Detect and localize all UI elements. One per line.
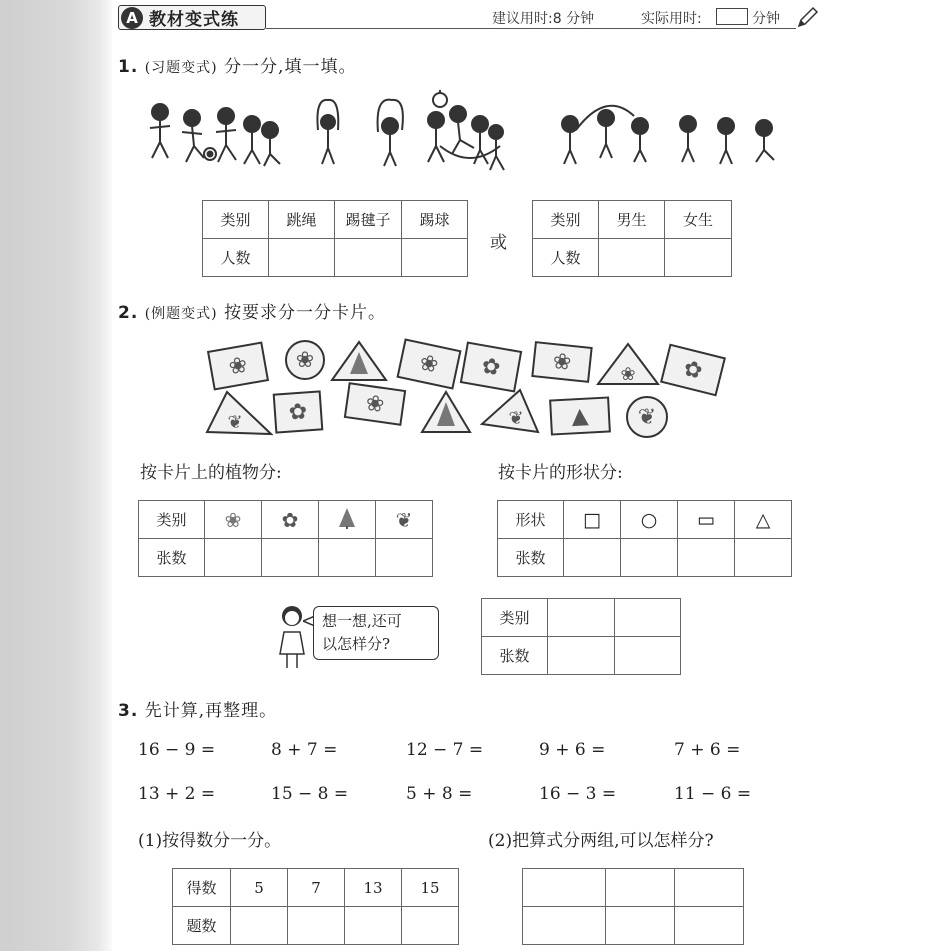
card-circle-willow <box>626 396 668 438</box>
willow-tree-icon: ❦ <box>637 404 657 430</box>
q1b-answer-cell[interactable] <box>599 239 665 277</box>
chrysanthemum-icon: ✿ <box>287 398 309 426</box>
score-table <box>172 868 459 945</box>
score-answer-cell[interactable] <box>288 907 345 945</box>
equation: 16 − 3 = <box>539 784 617 804</box>
card-circle-lotus <box>285 340 325 380</box>
shape-answer-cell[interactable] <box>564 539 621 577</box>
equation: 5 + 8 = <box>406 784 473 804</box>
other-answer-cell[interactable] <box>615 599 681 637</box>
card-square-chrysanthemum <box>460 341 522 392</box>
grouping-answer-cell[interactable] <box>523 907 606 945</box>
bubble-line2: 以怎样分? <box>322 635 391 653</box>
card-rect-lotus <box>531 341 592 383</box>
card-triangle-pine <box>420 390 472 434</box>
q1b-header-girls: 女生 <box>665 201 732 239</box>
score-answer-cell[interactable] <box>345 907 402 945</box>
lotus-icon: ❀ <box>205 501 262 539</box>
other-row-label: 张数 <box>482 637 548 675</box>
shape-table <box>497 500 792 577</box>
q2-number: 2 <box>118 303 131 323</box>
kids-jumping-rope <box>317 100 402 166</box>
card-rect-chrysanthemum <box>660 344 726 397</box>
score-header-label: 得数 <box>173 869 231 907</box>
shape-answer-cell[interactable] <box>735 539 792 577</box>
girls-long-rope <box>562 106 648 164</box>
children-playing-illustration <box>140 90 800 180</box>
q2-source: (例题变式) <box>144 306 218 322</box>
q1a-header-football: 踢球 <box>402 201 468 239</box>
section-title: 教材变式练 <box>149 10 239 30</box>
triangle-shape-icon: △ <box>735 501 792 539</box>
q1b-header-category: 类别 <box>533 201 599 239</box>
pine-tree-icon <box>319 501 376 539</box>
card-triangle-willow <box>480 388 540 434</box>
or-label: 或 <box>490 233 507 253</box>
lotus-icon: ❀ <box>226 352 250 380</box>
q1a-answer-cell[interactable] <box>335 239 402 277</box>
actual-time-unit: 分钟 <box>752 11 780 27</box>
plant-header-label: 类别 <box>139 501 205 539</box>
equation: 13 + 2 = <box>138 784 216 804</box>
suggested-time: 建议用时:8 分钟 <box>492 11 595 27</box>
score-value-13: 13 <box>345 869 402 907</box>
kids-kicking-shuttlecock <box>428 90 504 170</box>
lotus-icon: ❀ <box>417 349 441 379</box>
chrysanthemum-icon: ✿ <box>479 353 503 381</box>
other-answer-cell[interactable] <box>615 637 681 675</box>
by-plant-label: 按卡片上的植物分: <box>140 463 282 483</box>
shape-row-label: 张数 <box>498 539 564 577</box>
svg-text:❀: ❀ <box>620 364 636 385</box>
q1-number: 1 <box>118 57 131 77</box>
header-rule <box>266 28 796 29</box>
grouping-answer-cell[interactable] <box>606 907 675 945</box>
q1a-answer-cell[interactable] <box>269 239 335 277</box>
grouping-answer-cell[interactable] <box>523 869 606 907</box>
equation: 8 + 7 = <box>271 740 338 760</box>
plant-answer-cell[interactable] <box>205 539 262 577</box>
pine-tree-icon: ▲ <box>570 403 590 429</box>
grouping-answer-cell[interactable] <box>675 869 744 907</box>
equation: 9 + 6 = <box>539 740 606 760</box>
card-rect-lotus <box>396 338 461 389</box>
q2-instruction: 按要求分一分卡片。 <box>224 303 387 323</box>
shape-answer-cell[interactable] <box>678 539 735 577</box>
q3-number: 3 <box>118 701 131 721</box>
card-triangle-willow <box>205 388 273 436</box>
q1a-header-rope: 跳绳 <box>269 201 335 239</box>
by-shape-label: 按卡片的形状分: <box>498 463 623 483</box>
section-badge <box>118 5 266 30</box>
actual-time-box[interactable] <box>716 8 748 25</box>
lotus-icon: ❀ <box>551 348 573 376</box>
chrysanthemum-icon: ✿ <box>681 355 705 385</box>
rectangle-shape-icon: ▭ <box>678 501 735 539</box>
q1-gender-table <box>532 200 732 277</box>
chrysanthemum-icon: ✿ <box>262 501 319 539</box>
girls-playing <box>680 116 774 164</box>
shape-answer-cell[interactable] <box>621 539 678 577</box>
equation: 15 − 8 = <box>271 784 349 804</box>
score-row-label: 题数 <box>173 907 231 945</box>
q3-title: 3. 先计算,再整理。 <box>118 701 278 721</box>
q3-instruction: 先计算,再整理。 <box>144 701 278 721</box>
lotus-icon: ❀ <box>364 390 386 418</box>
circle-shape-icon: ○ <box>621 501 678 539</box>
kids-playing-football <box>150 104 280 166</box>
plant-table <box>138 500 433 577</box>
girl-thinking-illustration <box>272 602 312 672</box>
thought-bubble <box>313 606 439 660</box>
grouping-answer-cell[interactable] <box>606 869 675 907</box>
q1a-header-category: 类别 <box>203 201 269 239</box>
card-square-lotus <box>207 341 269 390</box>
score-value-7: 7 <box>288 869 345 907</box>
other-answer-cell[interactable] <box>548 637 615 675</box>
card-square-chrysanthemum <box>273 390 324 433</box>
equation: 16 − 9 = <box>138 740 216 760</box>
other-grouping-table <box>481 598 681 675</box>
bubble-line1: 想一想,还可 <box>322 612 402 630</box>
score-answer-cell[interactable] <box>402 907 459 945</box>
pencil-icon <box>795 6 819 30</box>
q1-source: (习题变式) <box>144 60 218 76</box>
svg-text:❦: ❦ <box>227 412 243 433</box>
plant-row-label: 张数 <box>139 539 205 577</box>
other-header-label: 类别 <box>482 599 548 637</box>
card-rect-pine <box>549 396 611 435</box>
grouping-table <box>522 868 744 945</box>
q1a-answer-cell[interactable] <box>402 239 468 277</box>
actual-time-label: 实际用时: <box>641 11 702 27</box>
card-triangle-lotus <box>596 342 660 386</box>
q1b-header-boys: 男生 <box>599 201 665 239</box>
plant-answer-cell[interactable] <box>262 539 319 577</box>
section-letter: A <box>121 7 143 29</box>
q1-activity-table <box>202 200 468 277</box>
equation: 11 − 6 = <box>674 784 752 804</box>
willow-tree-icon: ❦ <box>376 501 433 539</box>
score-answer-cell[interactable] <box>231 907 288 945</box>
q1-instruction: 分一分,填一填。 <box>224 57 357 77</box>
q2-title: 2. (例题变式) 按要求分一分卡片。 <box>118 303 387 323</box>
grouping-answer-cell[interactable] <box>675 907 744 945</box>
q1a-row-label: 人数 <box>203 239 269 277</box>
plant-answer-cell[interactable] <box>376 539 433 577</box>
score-value-15: 15 <box>402 869 459 907</box>
binding-gutter <box>0 0 112 951</box>
other-answer-cell[interactable] <box>548 599 615 637</box>
q3-part2-label: (2)把算式分两组,可以怎样分? <box>488 831 714 851</box>
q1-title: 1. (习题变式) 分一分,填一填。 <box>118 57 357 77</box>
equation: 12 − 7 = <box>406 740 484 760</box>
shape-header-label: 形状 <box>498 501 564 539</box>
equation: 7 + 6 = <box>674 740 741 760</box>
q1a-header-shuttlecock: 踢毽子 <box>335 201 402 239</box>
q3-part1-label: (1)按得数分一分。 <box>138 831 282 851</box>
svg-text:❦: ❦ <box>508 408 524 429</box>
square-shape-icon: □ <box>564 501 621 539</box>
q1b-row-label: 人数 <box>533 239 599 277</box>
plant-answer-cell[interactable] <box>319 539 376 577</box>
card-triangle-pine <box>330 340 388 382</box>
q1b-answer-cell[interactable] <box>665 239 732 277</box>
lotus-icon: ❀ <box>295 347 315 373</box>
card-rect-lotus <box>344 382 406 426</box>
score-value-5: 5 <box>231 869 288 907</box>
